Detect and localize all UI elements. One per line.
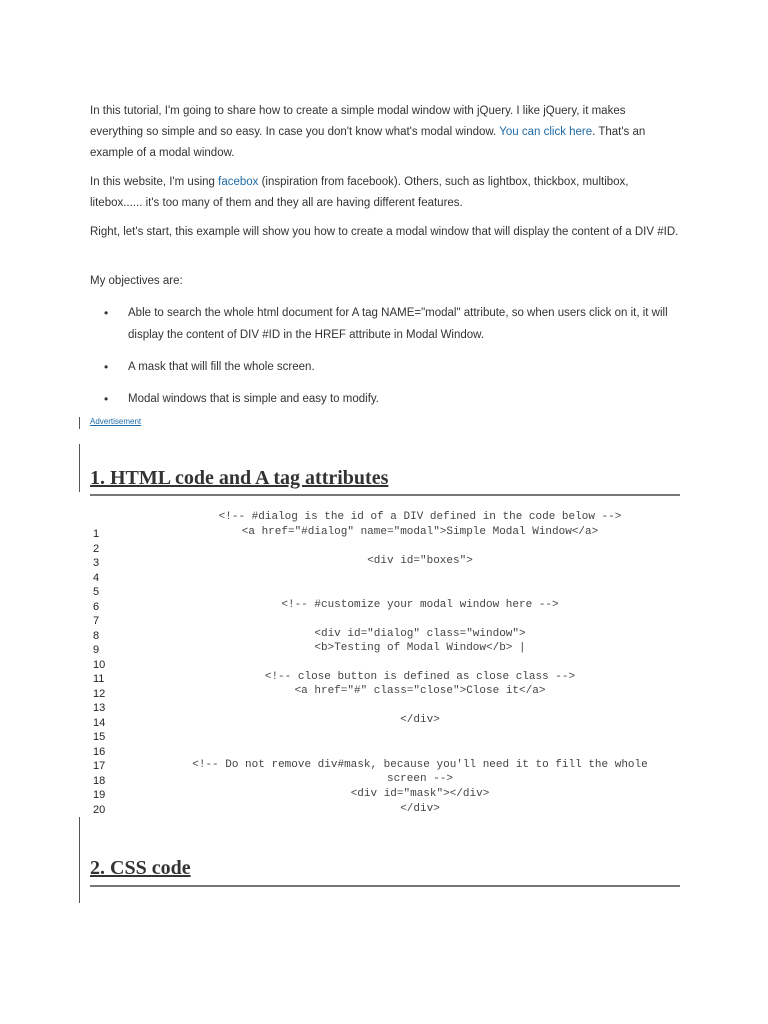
code-line: <!-- Do not remove div#mask, because you'll need it to fill the whole — [192, 759, 648, 771]
line-number: 12 — [93, 687, 106, 700]
code-line: <div id="mask"></div> — [350, 788, 490, 800]
code-line: <!-- #dialog is the id of a DIV defined in the code below --> — [218, 511, 622, 523]
code-line: screen --> — [386, 773, 453, 785]
intro-text: In this tutorial, I'm going to share how to create a simple modal window with jQuery. I like jQuery, it makes everything so simple and so easy. In case you don't know what's modal window. — [90, 105, 626, 138]
line-number: 1 — [93, 528, 100, 540]
line-number: 3 — [93, 557, 100, 569]
line-number: 5 — [93, 586, 100, 598]
line-number: 16 — [93, 745, 106, 758]
left-margin-bar — [79, 417, 80, 429]
code-line: <a href="#" class="close">Close it</a> — [294, 685, 546, 697]
intro-paragraph-2 — [90, 172, 680, 214]
line-number: 15 — [93, 731, 106, 743]
code-line: <b>Testing of Modal Window</b> | — [314, 642, 526, 654]
code-line: </div> — [400, 803, 440, 815]
intro-text: . That's an example of a modal window. — [90, 126, 646, 159]
line-number: 19 — [93, 789, 106, 801]
line-number: 14 — [93, 716, 106, 729]
line-number: 10 — [93, 658, 106, 671]
objectives-intro: My objectives are: — [90, 275, 183, 287]
left-margin-bar — [79, 444, 80, 492]
code-line: <div id="dialog" class="window"> — [314, 628, 526, 640]
code-line: <!-- #customize your modal window here --> — [281, 599, 559, 611]
section-divider — [90, 885, 680, 887]
line-number: 17 — [93, 760, 106, 772]
line-number: 2 — [93, 542, 100, 555]
intro-text: (inspiration from facebook). Others, such as lightbox, thickbox, multibox, litebox...... it's too many of them and they all are having different features. — [90, 176, 629, 209]
intro-paragraph-1 — [90, 101, 680, 164]
section-divider — [90, 494, 680, 496]
list-item: • Able to search the whole html document for A tag NAME="modal" attribute, so when users click on it, it will display the content of DIV #ID in the HREF attribute in Modal Window. — [90, 302, 680, 346]
list-item: • A mask that will fill the whole screen. — [90, 356, 680, 378]
line-number: 9 — [93, 644, 100, 656]
objectives-list — [90, 302, 680, 420]
modal-example-link[interactable]: You can click here — [499, 126, 593, 138]
code-line: <!-- close button is defined as close class --> — [264, 671, 576, 683]
list-item: • Modal windows that is simple and easy to modify. — [90, 388, 680, 410]
facebox-link[interactable]: facebox — [218, 176, 259, 188]
line-number: 11 — [93, 673, 105, 685]
left-margin-bar — [79, 817, 80, 903]
line-number: 20 — [93, 803, 106, 816]
line-number: 4 — [93, 571, 100, 584]
line-number: 18 — [93, 774, 106, 787]
code-line: <a href="#dialog" name="modal">Simple Modal Window</a> — [241, 526, 599, 538]
line-number: 13 — [93, 702, 106, 714]
line-number: 6 — [93, 600, 100, 613]
intro-text: In this website, I'm using — [90, 176, 219, 188]
code-line: </div> — [400, 714, 440, 726]
advertisement-link[interactable]: Advertisement — [90, 417, 142, 426]
line-number: 8 — [93, 629, 100, 642]
section-heading-css: 2. CSS code — [90, 857, 191, 879]
intro-paragraph-3: Right, let's start, this example will show you how to create a modal window that will display the content of a DIV #ID. — [90, 226, 679, 238]
line-number: 7 — [93, 615, 100, 627]
section-heading-html: 1. HTML code and A tag attributes — [90, 467, 389, 489]
code-line: <div id="boxes"> — [367, 555, 473, 567]
